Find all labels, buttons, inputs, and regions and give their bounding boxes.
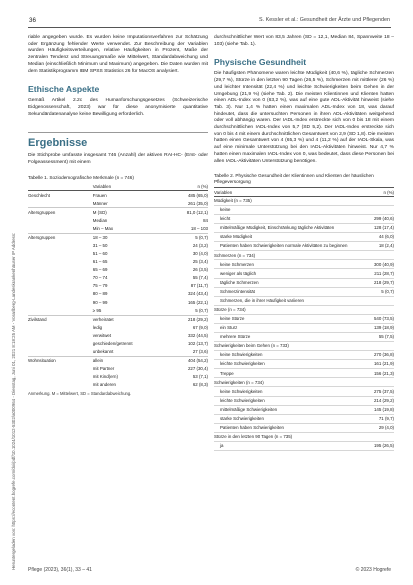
table-row [28,340,208,348]
table2-cell-value: 161 (21,9) [371,360,394,369]
table-row [28,191,208,200]
table1-cell-group: Altersgruppen [28,208,93,217]
table-row [28,324,208,332]
table1-caption: Tabelle 1. Soziodemografische Merkmale (n = 746) [28,174,134,180]
table2-cell-value: 218 (29,7) [371,278,394,287]
table-row [214,287,394,296]
table1-cell-value: 25 (3,4) [192,259,208,265]
table2-body [214,196,394,450]
table1-cell-value: 24 (3,2) [192,242,208,248]
table-row [214,378,394,387]
results-paragraph: Die Stichprobe umfasste insgesamt 746 (Anzahl) der aktiven RAI-HC- (Erst- oder Folgeassessment) mit einem [28,153,208,166]
table1-cell-label: allein [93,356,168,365]
table-row [214,351,394,360]
table1-cell-group [28,282,93,290]
table-row [28,290,208,298]
table1-cell-label: 61 – 65 [92,259,108,265]
table-row [214,405,394,414]
table-row [214,360,394,369]
table2-cell-label: leicht [214,215,371,224]
table1-cell-group [28,274,93,282]
table2-cell-label: keine Schwierigkeiten [214,387,371,396]
table1-cell-label: 18 – 30 [93,233,168,242]
table-row [214,396,394,405]
table1-cell-value: 27 (3,6) [192,349,208,354]
table1-cell-group [28,332,93,340]
table1-cell-group [28,266,93,274]
table2-header: Variablen [214,188,371,197]
table1-cell-label: ≥ 95 [92,307,102,313]
table2-cell-label: leichte Schwierigkeiten [214,396,371,405]
table2-cell-value [371,342,394,351]
table1-cell-value: 81,0 (12,1) [168,208,208,217]
table1-cell-value: 87 (11,7) [190,283,208,289]
table1-cell-value: 18 – 103 [190,225,208,231]
physical-health-paragraph: Die häufigsten Phänomene waren leichte Müdigkeit (40,6 %), tägliche Schmerzen (29,7 %), Stürze in den letzten 90 Tagen (26,5 %), Schmerzen mit mittlerer (26 %) und leichter Intensität (22,4 %) und leichte Schwierigkeiten beim Gehen in der Umgebung (21,9 %) (siehe Tab. 2). Die meisten Klientinnen und Klienten hatten einen ADL-Index von 0 (63,2 %), was auf eine gute ADL-Aktivität hinweist (siehe Tab. 3). Nur 1,4 % hatten einen maximalen ADL-Index von 18, was darauf hindeutet, dass die untersuchten Personen in ihren ADL-Aktivitäten weitgehend oder voll abhängig waren. Der IADL-Index erstreckte sich von 0 bis 18 mit einem durchschnittlichen IADL-Index von 5,7 (SD 5,2). Der IADL-Index erstreckte sich von 0 bis 4 mit einem durchschnittlichen Gesamtwert von 2,9 (SD 1,8). Die meisten hatten einen Gesamtwert von 4 (65,3 %) und 4 (11,2 %) auf der IADL-Skala, was auf eine minimale Unterstützung bei den IADL-Aktivitäten hinweist. Nur 4,7 % hatten einen maximalen IADL-Index von 0, was bedeutet, dass diese Personen bei allen IADL-Aktivitäten Unterstützung benötigen. [214,71,394,164]
table-row [214,441,394,450]
table-row [214,260,394,269]
table1-cell-value: 84 [203,217,208,223]
table-row [28,298,208,306]
table1-cell-value: 5 (0,7) [168,233,208,242]
table1-cell-value: 53 (7,1) [192,374,208,380]
table2-cell-value: 300 (40,9) [371,260,394,269]
table2-cell-label: Müdigkeit (n = 735) [214,196,371,205]
table1-cell-label: 90 – 99 [92,299,108,305]
results-continued-paragraph: durchschnittlicher Wert von 83,5 Jahren (SD = 12,1, Median 84, Spannweite 18 – 103) (siehe Tab. 1). [214,35,394,47]
table1-cell-group [28,365,93,373]
table2-cell-value: 18 (2,4) [371,242,394,251]
physical-health-heading: Physische Gesundheit [214,57,307,68]
table1-cell-label: mit Partner [92,366,115,372]
table1-cell-label: 75 – 79 [92,283,108,289]
table2-cell-label: mittelmäßige Müdigkeit, Einschränkung tägliche Aktivitäten [214,224,371,233]
table2-cell-value: 156 (21,3) [371,369,394,378]
table1-cell-group [28,324,93,332]
table1-cell-group: Wohnsituation [28,356,93,365]
table2-cell-label: Schwierigkeiten beim Gehen (n = 733) [214,342,371,351]
table-row [28,373,208,381]
table-row [214,233,394,242]
table1-cell-group: Altersgruppen [28,233,93,242]
table-row [28,315,208,324]
table2-cell-value: 55 (7,5) [371,333,394,342]
table1-cell-label: ledig [92,324,103,330]
table1-cell-label: mit Kind(ern) [92,374,118,380]
table-row [214,251,394,260]
table1-cell-value: 332 (44,5) [187,332,208,338]
table-row [28,266,208,274]
table1-body [28,191,208,389]
table-row [214,323,394,332]
table2-cell-label: mittelmäßige Schwierigkeiten [214,405,371,414]
table-row [214,196,394,205]
download-sidebar-text: Heruntergeladen von: https://econtent.hogrefe.com/doi/pdf/10.1024/1012-5302/a000964 - Dienstag, Juni 01, 2021 8:18:25 AM - Vorarlberg-Landeskrankenhäuser IP Address: [11,232,16,570]
table-row [28,356,208,365]
table2-cell-label: ein Sturz [214,323,371,332]
table1-cell-group [28,373,93,381]
table-row [214,215,394,224]
table1-cell-label: 70 – 74 [92,275,108,281]
table-row [214,333,394,342]
table-row [214,269,394,278]
table1-header [28,183,93,191]
table-row [214,387,394,396]
table1-cell-value: 26 (3,5) [192,267,208,273]
table1-note: Anmerkung. M = Mittelwert, SD = Standardabweichung. [28,391,132,397]
table1-cell-label: verwitwet [92,332,112,338]
table-row [28,217,208,225]
table2-cell-value [371,378,394,387]
table1-cell-group [28,381,93,389]
table-row [214,242,394,251]
table1-cell-label: Median [92,217,108,223]
table1-cell-group [28,340,93,348]
table1-cell-label: 80 – 89 [92,291,108,297]
table1-cell-label: 65 – 69 [92,267,108,273]
table2-cell-label: starke Müdigkeit [214,233,371,242]
table-row [214,432,394,441]
table2-cell-label: tägliche Schmerzen [214,278,371,287]
table-row [28,225,208,234]
table-row [28,250,208,258]
table-row [214,414,394,423]
table2-cell-label: leichte Schwierigkeiten [214,360,371,369]
table1-cell-value: 218 (29,2) [168,315,208,324]
table-row [28,348,208,357]
table1-cell-label: Männer [92,200,108,206]
table1-cell-value: 30 (4,0) [192,251,208,257]
table1-cell-value: 62 (8,3) [192,382,208,388]
table1-cell-label: 51 – 60 [92,251,108,257]
ethics-paragraph: Gemäß Artikel 2.2c des Humanforschungsgesetzes (Schweizerische Eidgenossenschaft, 2023) war für diese anonymisierte quantitative Sekundärdatenanalyse keine Bewilligung erforderlich. [28,98,208,117]
table-row [28,306,208,315]
table1-cell-label: mit anderen [92,382,116,388]
table2-cell-value: 145 (19,8) [371,405,394,414]
table-row [28,332,208,340]
table2-cell-label: keine Schwierigkeiten [214,351,371,360]
table1-cell-label: Frauen [93,191,168,200]
table2-header: n (%) [371,188,394,197]
table2-cell-value [371,432,394,441]
table2-cell-value: 299 (40,6) [371,215,394,224]
table-row [214,342,394,351]
table2 [214,187,394,451]
table2-cell-label: keine Schmerzen [214,260,371,269]
table2-cell-value [371,251,394,260]
table-row [214,224,394,233]
table2-cell-value: 128 (17,4) [371,224,394,233]
table2-cell-label: keine [214,205,371,214]
table1-cell-value: 102 (13,7) [187,340,208,346]
table1-cell-group [28,290,93,298]
table2-cell-label: Patienten haben Schwierigkeiten normale Aktivitäten zu beginnen [214,242,371,251]
table1-cell-value: 55 (7,4) [192,275,208,281]
table-row [214,205,394,214]
table1-cell-group [28,298,93,306]
table1-cell-group [28,250,93,258]
table-row [214,305,394,314]
table2-cell-value: 71 (9,7) [371,414,394,423]
table2-cell-label: Schmerzintensität [214,287,371,296]
table1-cell-value: 5 (0,7) [195,307,208,313]
table1-cell-group [28,258,93,266]
table-row [214,314,394,323]
left-column [28,35,208,396]
table1-cell-label: verheiratet [93,315,168,324]
table2-cell-label: keine Stürze [214,314,371,323]
table1-cell-label: Min – Max [92,225,114,231]
results-heading: Ergebnisse [28,132,208,149]
table-row [28,282,208,290]
table1-cell-value: 324 (43,4) [187,291,208,297]
table2-cell-label: Stürze (n = 734) [214,305,371,314]
table2-cell-value [371,196,394,205]
table-row [214,369,394,378]
table1-cell-group: Zivilstand [28,315,93,324]
table2-cell-value [371,205,394,214]
table2-cell-label: mehrere Stürze [214,333,371,342]
table2-cell-value: 214 (29,2) [371,396,394,405]
table2-cell-label: weniger als täglich [214,269,371,278]
table-row [28,233,208,242]
table2-cell-label: Schmerzen, die in ihrer Häufigkeit variieren [214,296,371,305]
table1-cell-group [28,217,93,225]
page-number: 36 [29,17,36,24]
table2-cell-value [371,305,394,314]
table2-cell-value: 195 (26,5) [371,441,394,450]
table2-cell-value: 139 (18,9) [371,323,394,332]
table1-cell-label: unbekannt [92,349,114,354]
table2-header-row [214,188,394,197]
table-row [214,423,394,432]
table1-cell-group [28,199,93,208]
table1-cell-value: 485 (65,0) [168,191,208,200]
table-row [28,258,208,266]
right-column [214,35,394,451]
table1-cell-group [28,306,93,315]
table-row [28,208,208,217]
table2-cell-value: 540 (73,5) [371,314,394,323]
table-row [28,199,208,208]
table2-cell-label: starke Schwierigkeiten [214,414,371,423]
table-row [28,365,208,373]
table1-header: Variablen [93,183,168,191]
header-rule [28,27,391,28]
table1 [28,183,208,389]
table1-cell-value: 404 (54,2) [168,356,208,365]
table2-cell-label: Schwierigkeiten (n = 734) [214,378,371,387]
table-row [28,274,208,282]
table-row [28,381,208,389]
table2-cell-label: Stürze in den letzten 90 Tagen (n = 735) [214,432,371,441]
table-row [214,296,394,305]
table1-cell-label: geschieden/getrennt [92,340,133,346]
table1-cell-label: M (SD) [93,208,168,217]
table1-cell-value: 67 (9,0) [192,324,208,330]
download-sidebar [3,30,16,570]
methods-paragraph: riable angegeben wurde. Es wurden keine Imputationsverfahren zur Schätzung oder Ergänzung fehlender Werte verwendet. Zur Beschreibung der Variablen wurden Häufigkeitsverteilungen, relative Häufigkeiten in Prozent, Maße der zentralen Tendenz und Streuungsmaße wie Mittelwert, Standardabweichung und Median (einschließlich Minimum und Maximum) angegeben. Die Daten wurden mit dem Statistikprogramm IBM SPSS Statistics 26 für MacOS analysiert. [28,35,208,74]
table2-cell-value [371,296,394,305]
table2-caption: Tabelle 2. Physische Gesundheit der Klientinnen und Klienten der häuslichen Pflegeversorgung [214,173,374,185]
table2-cell-label: Schmerzen (n = 734) [214,251,371,260]
table2-cell-value: 211 (28,7) [371,269,394,278]
table2-cell-value: 270 (36,8) [371,351,394,360]
table2-cell-value: 29 (4,0) [371,423,394,432]
table-row [214,278,394,287]
table1-cell-value: 165 (22,1) [187,299,208,305]
ethics-heading: Ethische Aspekte [28,84,100,95]
running-head: S. Kessler et al.: Gesundheit der Ärzte und Pflegenden [259,17,390,23]
table1-cell-group [28,225,93,234]
table1-cell-group [28,348,93,357]
table2-cell-value: 44 (6,0) [371,233,394,242]
table1-cell-value: 227 (30,4) [187,366,208,372]
table2-cell-value: 5 (0,7) [371,287,394,296]
table1-header: n (%) [168,183,208,191]
table1-cell-value: 261 (35,0) [187,200,208,206]
table2-cell-label: Patienten haben Schwierigkeiten [214,423,371,432]
table1-header-row [28,183,208,191]
table1-cell-group [28,242,93,250]
table2-cell-value: 275 (37,5) [371,387,394,396]
table2-cell-label: Treppe [214,369,371,378]
table-row [28,242,208,250]
table1-cell-label: 31 – 50 [92,242,108,248]
footer-citation: Pflege (2023), 36(1), 33 – 41 [28,567,92,573]
footer-copyright: © 2023 Hogrefe [355,567,391,573]
table1-cell-group: Geschlecht [28,191,93,200]
table2-cell-label: ja [214,441,371,450]
